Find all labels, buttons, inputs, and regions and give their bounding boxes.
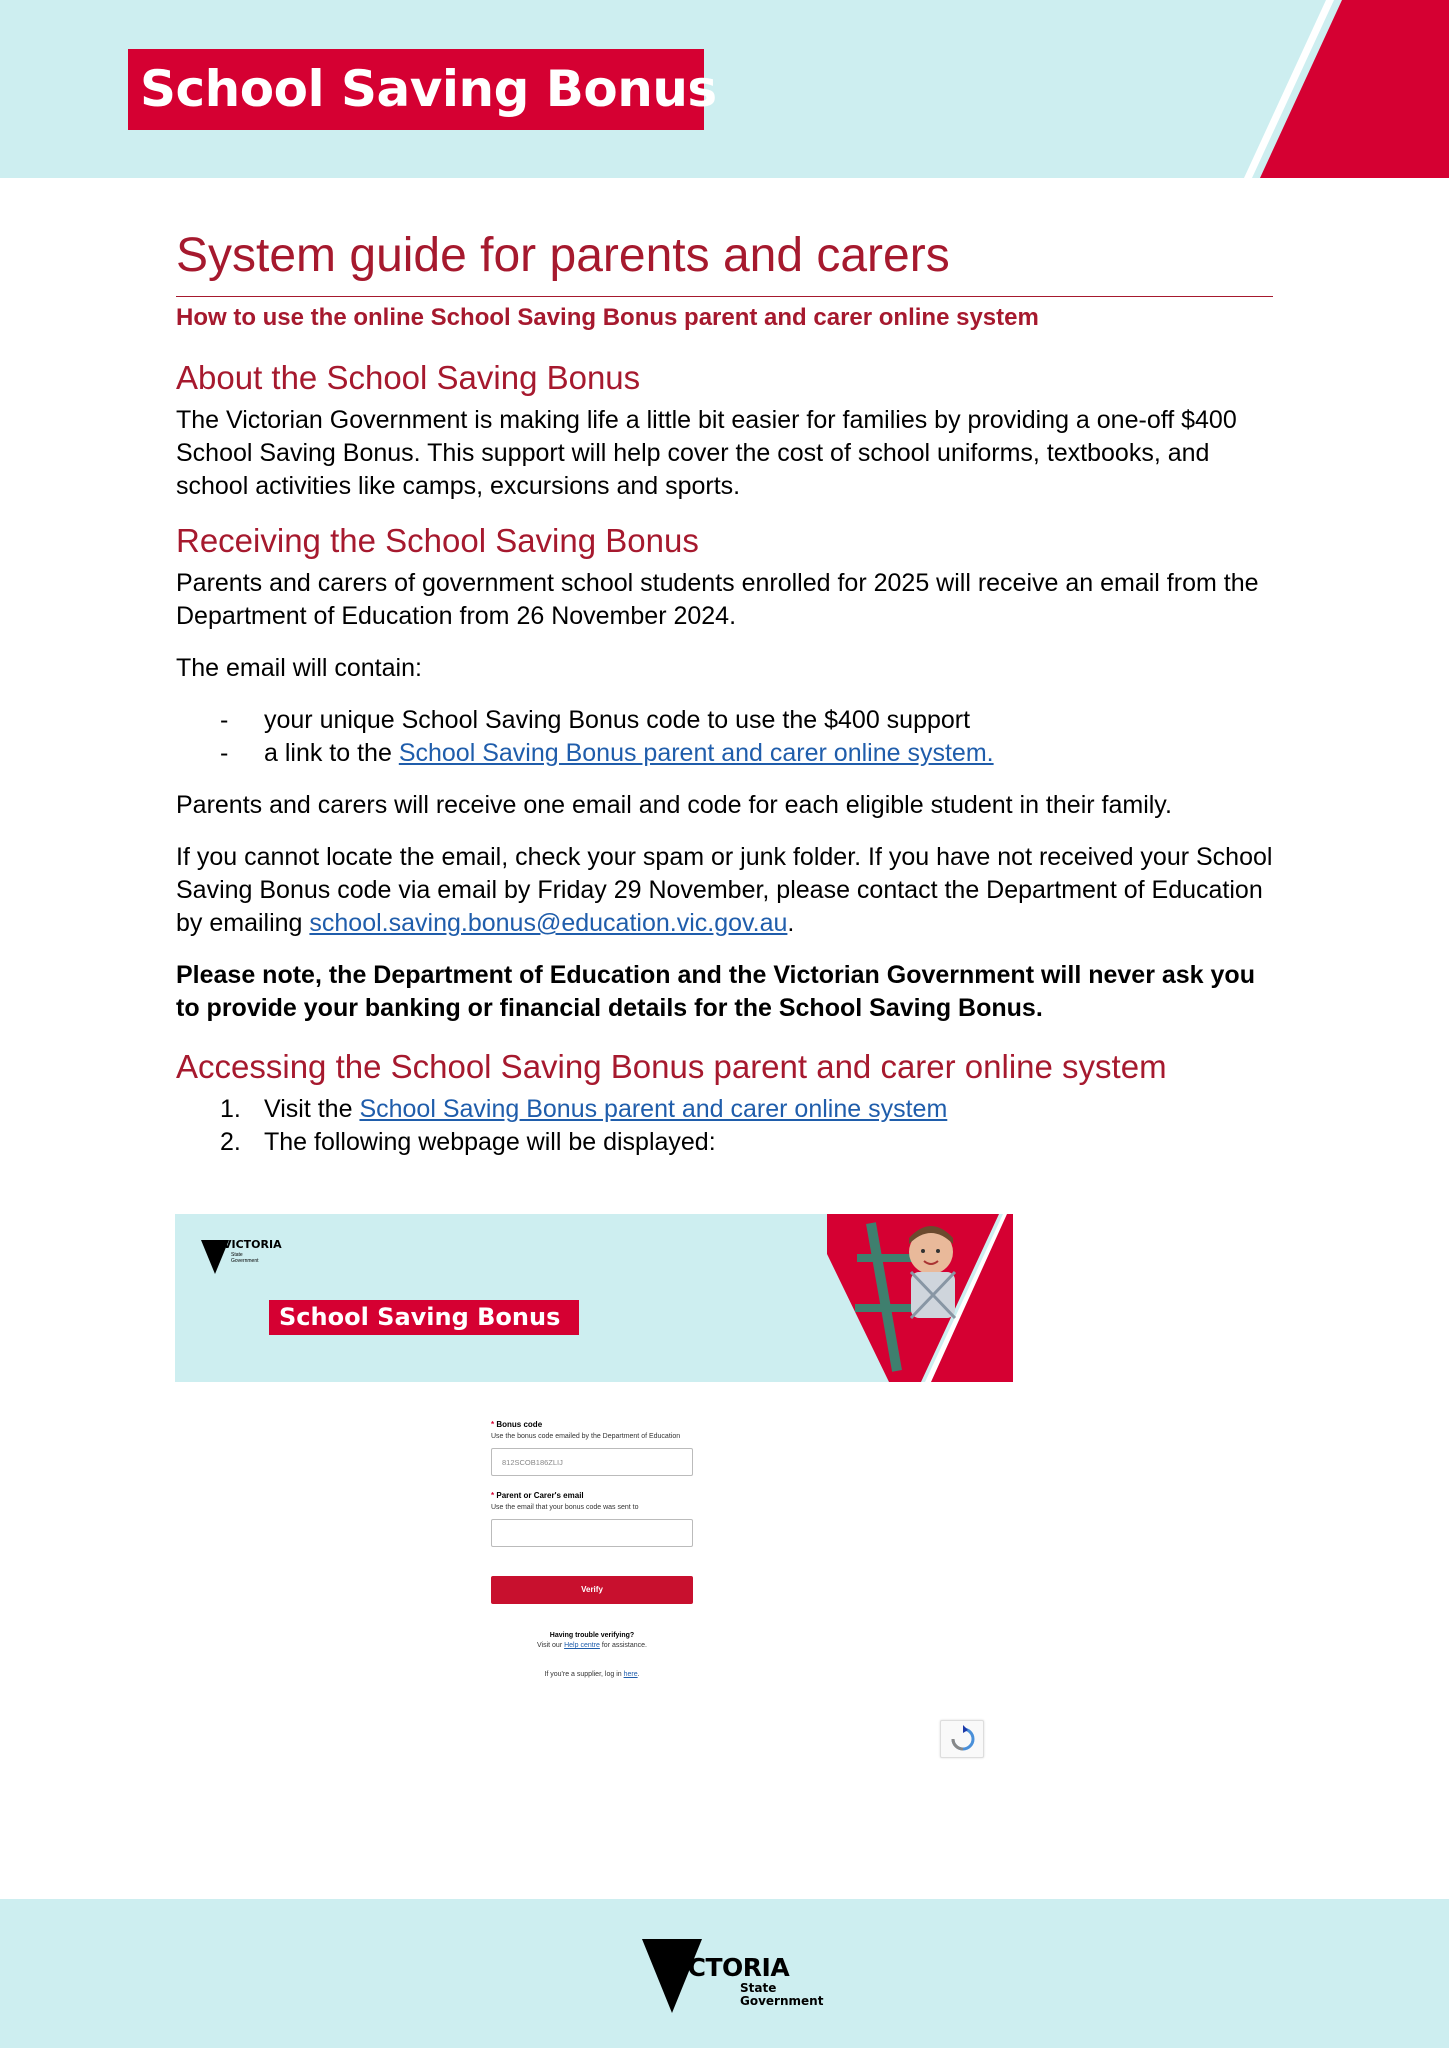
screenshot-banner — [175, 1214, 1013, 1382]
child-photo-image — [827, 1214, 1013, 1382]
email-input[interactable] — [491, 1519, 693, 1547]
screenshot-banner-title: School Saving Bonus — [269, 1300, 579, 1335]
about-paragraph: The Victorian Government is making life a little bit easier for families by providing a one-off $400 School Saving Bonus. This support will help cover the cost of school uniforms, textbooks, and school activities like camps, excursions and sports. — [176, 406, 1237, 500]
online-system-link[interactable]: School Saving Bonus parent and carer online system. — [398, 739, 994, 767]
list-item-text: Visit the — [264, 1095, 360, 1123]
recaptcha-badge[interactable] — [940, 1720, 984, 1758]
bonus-code-label-text: Bonus code — [496, 1420, 543, 1429]
trouble-heading: Having trouble verifying? — [549, 1632, 635, 1639]
email-label-text: Parent or Carer's email — [496, 1491, 584, 1500]
help-suffix: for assistance. — [599, 1642, 647, 1649]
supplier-prefix: If you're a supplier, log in — [544, 1671, 624, 1678]
footer-logo-sub-line1: State — [740, 1981, 777, 1995]
email-contents-list — [220, 704, 1274, 770]
footer-logo-sub-line2: Government — [740, 1994, 824, 2008]
email-label — [491, 1490, 701, 1501]
header-title: School Saving Bonus — [128, 49, 704, 130]
bullet-dash: - — [220, 706, 229, 734]
required-mark: * — [491, 1420, 495, 1429]
bonus-code-label — [491, 1419, 701, 1430]
supplier-line — [491, 1670, 693, 1680]
help-centre-link[interactable]: Help centre — [564, 1642, 600, 1649]
list-item-text: a link to the — [264, 739, 399, 767]
title-divider — [176, 296, 1273, 297]
list-item — [220, 1126, 1274, 1159]
support-email-link[interactable]: school.saving.bonus@education.vic.gov.au — [309, 909, 788, 937]
access-steps-list — [220, 1093, 1274, 1159]
screenshot-logo-sub: State Government — [231, 1252, 259, 1264]
footer-band — [0, 1899, 1449, 2048]
email-help: Use the email that your bonus code was sent to — [491, 1504, 639, 1511]
help-centre-line — [491, 1641, 693, 1651]
screenshot-logo-text: VICTORIA — [223, 1238, 282, 1251]
verify-form — [491, 1419, 701, 1680]
accessing-heading: Accessing the School Saving Bonus parent and carer online system — [176, 1048, 1167, 1085]
receiving-heading: Receiving the School Saving Bonus — [176, 522, 699, 559]
page-subtitle: How to use the online School Saving Bonus parent and carer online system — [176, 304, 1039, 331]
list-item-text: The following webpage will be displayed: — [264, 1128, 716, 1156]
list-item-text: your unique School Saving Bonus code to use the $400 support — [264, 706, 971, 734]
footer-logo-sub — [740, 1982, 823, 2008]
about-heading: About the School Saving Bonus — [176, 359, 641, 396]
supplier-login-link[interactable]: here — [623, 1671, 638, 1678]
verify-button[interactable]: Verify — [491, 1576, 693, 1604]
supplier-suffix: . — [637, 1671, 640, 1678]
online-system-link-step[interactable]: School Saving Bonus parent and carer online system — [359, 1095, 948, 1123]
step-number: 1. — [220, 1095, 241, 1123]
spam-paragraph-text: If you cannot locate the email, check your spam or junk folder. If you have not received your School Saving Bonus code via email by Friday 29 November, please contact the Department of Education by emailing — [176, 843, 1273, 937]
list-item — [220, 1093, 1274, 1126]
bonus-code-input[interactable]: 812SCOB186ZLIJ — [491, 1448, 693, 1476]
header-band — [0, 0, 1449, 178]
required-mark: * — [491, 1491, 495, 1500]
one-email-paragraph: Parents and carers will receive one email and code for each eligible student in their family. — [176, 791, 1172, 819]
help-prefix: Visit our — [537, 1642, 565, 1649]
header-decoration — [1240, 0, 1449, 178]
spam-paragraph — [176, 841, 1274, 940]
list-item — [220, 737, 1274, 770]
step-number: 2. — [220, 1128, 241, 1156]
document-body — [176, 225, 1274, 1159]
email-contains-paragraph: The email will contain: — [176, 654, 422, 682]
footer-logo-text: VICTORIA — [660, 1953, 790, 1982]
recaptcha-icon — [941, 1721, 985, 1759]
spam-paragraph-end: . — [787, 909, 795, 937]
list-item — [220, 704, 1274, 737]
bullet-dash: - — [220, 739, 229, 767]
receiving-paragraph: Parents and carers of government school students enrolled for 2025 will receive an email from the Department of Education from 26 November 2024. — [176, 569, 1259, 630]
bonus-code-help: Use the bonus code emailed by the Department of Education — [491, 1433, 681, 1440]
page-title: System guide for parents and carers — [176, 229, 950, 282]
banking-note: Please note, the Department of Education and the Victorian Government will never ask you to provide your banking or financial details for the School Saving Bonus. — [176, 961, 1255, 1022]
webpage-screenshot — [175, 1214, 1013, 1769]
